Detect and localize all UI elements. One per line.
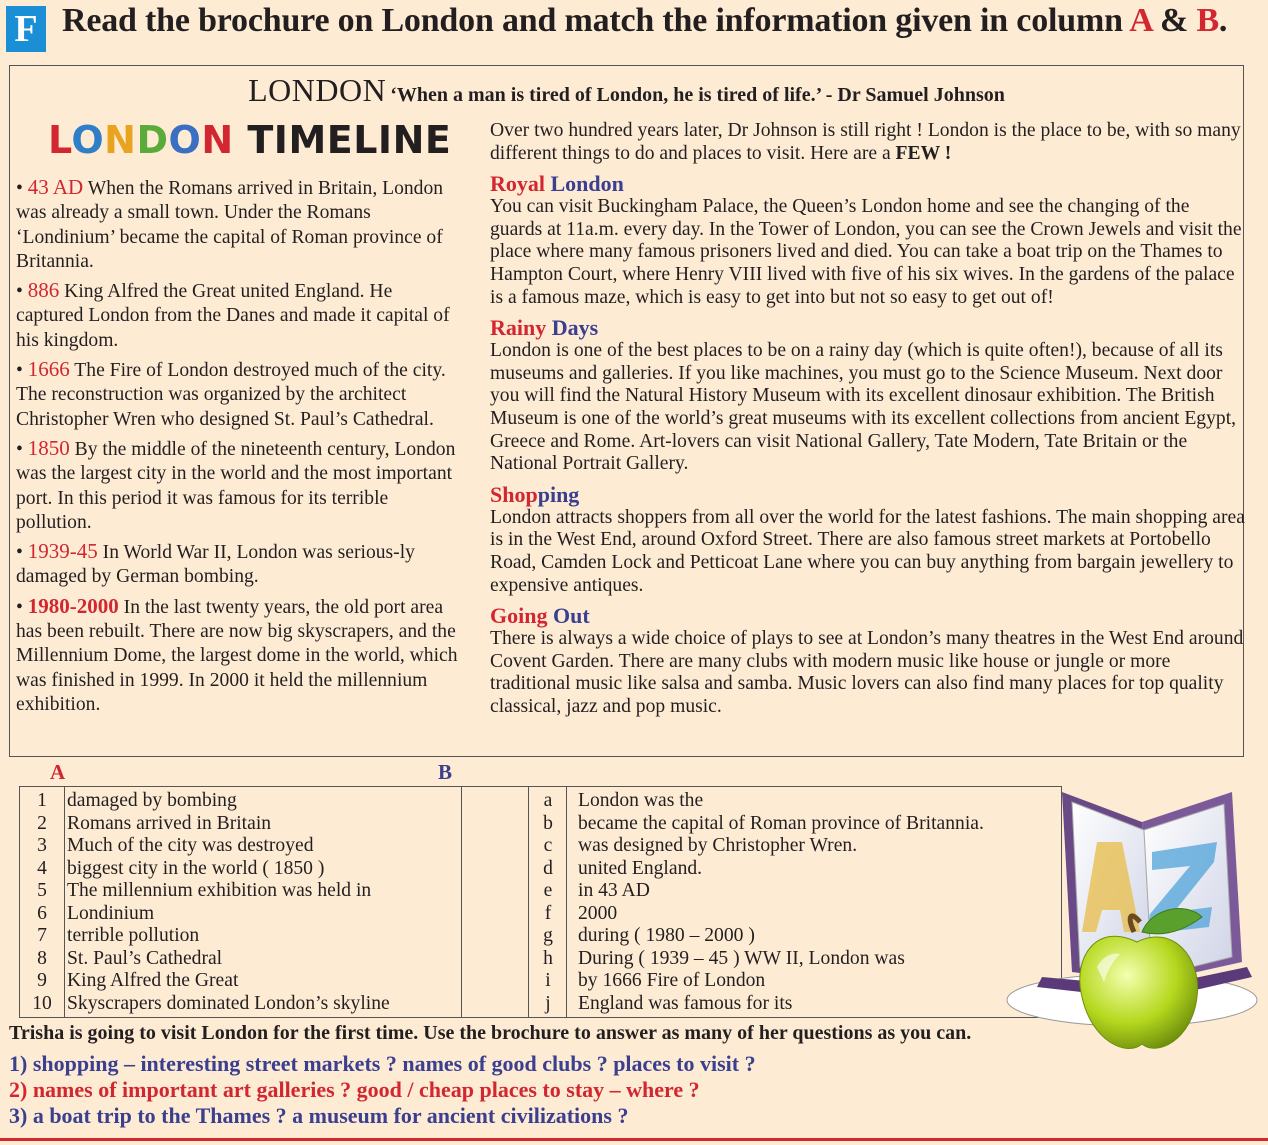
- timeline-entry: • 1939-45 In World War II, London was serious-ly damaged by German bombing.: [16, 539, 415, 588]
- row-number: 1: [37, 790, 47, 811]
- timeline-year: 886: [27, 278, 60, 303]
- timeline-text: The Fire of London destroyed much of the city. The reconstruction was organized by the architect Christopher Wren who designed St. Paul’s Cathedral.: [16, 360, 446, 430]
- timeline-year: 1980-2000: [27, 593, 119, 618]
- row-letter: c: [543, 835, 553, 856]
- table-divider: [64, 787, 65, 1017]
- timeline-year: 1939-45: [27, 539, 98, 564]
- row-letter: f: [544, 902, 552, 924]
- timeline-entry: • 1850 By the middle of the nineteenth century, London was the largest city in the world and the most important port. In this period it was famous for its terrible pollution.: [16, 435, 456, 533]
- title-col-a: A: [1129, 2, 1152, 39]
- title-col-b: B: [1196, 2, 1219, 39]
- bottom-rule: [0, 1138, 1268, 1141]
- timeline-title: [48, 118, 451, 162]
- row-number: 10: [32, 992, 52, 1014]
- section-title-blue: Out: [547, 603, 590, 629]
- timeline-letter: N: [104, 118, 137, 162]
- section-title-red: Rainy: [490, 315, 547, 341]
- column-a-text: King Alfred the Great: [67, 970, 239, 991]
- timeline-letter: D: [136, 118, 169, 162]
- column-a-text: The millennium exhibition was held in: [67, 880, 372, 901]
- timeline-year: 1666: [27, 357, 70, 382]
- column-a-text: Romans arrived in Britain: [67, 812, 272, 834]
- row-letter: g: [543, 925, 553, 946]
- row-number: 7: [37, 925, 47, 946]
- timeline-letter: N: [201, 118, 234, 162]
- timeline-letter: L: [48, 118, 72, 162]
- column-a-text: Skyscrapers dominated London’s skyline: [67, 992, 390, 1014]
- attractions-column: [490, 120, 1246, 718]
- brochure-title: LONDON: [248, 72, 387, 108]
- column-b-text: was designed by Christopher Wren.: [578, 835, 858, 856]
- column-b-text: During ( 1939 – 45 ) WW II, London was: [578, 947, 905, 969]
- exercise-header: [0, 0, 1268, 60]
- column-a-text: biggest city in the world ( 1850 ): [67, 857, 325, 879]
- timeline-year: 43 AD: [27, 175, 84, 199]
- column-b-text: England was famous for its: [578, 992, 793, 1014]
- column-b-text: 2000: [578, 902, 618, 924]
- column-b-label: B: [438, 760, 453, 784]
- section-title-blue: Days: [546, 315, 599, 341]
- section-title-red: Royal: [490, 171, 545, 197]
- timeline-text: When the Romans arrived in Britain, London was already a small town. Under the Romans ‘Londinium’ became the capital of Roman province of Britannia.: [16, 178, 444, 272]
- column-b-text: united England.: [578, 857, 703, 879]
- section-title-red: Shop: [490, 481, 538, 507]
- timeline-letter: O: [168, 118, 202, 162]
- timeline-text: King Alfred the Great united England. He captured London from the Danes and made it capital of his kingdom.: [16, 281, 450, 351]
- section-text-royal-london: You can visit Buckingham Palace, the Queen’s London home and see the changing of the guards at 11a.m. every day. In the Tower of London, you can see the Crown Jewels and visit the place where many famous prisoners lived and died. You can take a boat trip on the Thames to Hampton Court, where Henry VIII lived with five of his six wives. In the gardens of the palace is a famous maze, which is easy to get into but not so easy to get out of!: [490, 196, 1242, 308]
- exercise-title: [62, 2, 1227, 40]
- timeline-text: In the last twenty years, the old port area has been rebuilt. There are now big skyscrapers, and the Millennium Dome, the largest dome in the world, which was finished in 1999. In 2000 it held the millennium exhibition.: [16, 596, 458, 715]
- column-a-text: Much of the city was destroyed: [67, 835, 314, 856]
- section-text-going-out: There is always a wide choice of plays to see at London’s many theatres in the West End around Covent Garden. There are many clubs with modern music like house or jungle or more traditional music like salsa and samba. Music lovers can also find many places for top quality classical, jazz and pop music.: [490, 628, 1244, 717]
- row-letter: h: [543, 947, 553, 969]
- section-text-rainy-days: London is one of the best places to be on a rainy day (which is quite often!), because of all its museums and galleries. If you like machines, you must go to the Science Museum. Next door you will find the Natural History Museum with its excellent dinosaur exhibition. The British Museum is one of the world’s great museums with its excellent collections from ancient Egypt, Greece and Rome. Art-lovers can visit National Gallery, Tate Modern, Tate Britain or the National Portrait Gallery.: [490, 340, 1237, 475]
- question-2: 2) names of important art galleries ? good / cheap places to stay – where ?: [9, 1077, 700, 1102]
- row-number: 9: [37, 970, 47, 991]
- row-number: 2: [37, 812, 47, 834]
- brochure-heading: [10, 72, 1243, 109]
- column-a-text: St. Paul’s Cathedral: [67, 947, 223, 969]
- row-letter: i: [545, 970, 551, 991]
- title-text: Read the brochure on London and match the information given in column: [62, 2, 1130, 39]
- brochure-box: [9, 65, 1244, 757]
- row-number: 3: [37, 835, 47, 856]
- title-period: .: [1218, 2, 1228, 39]
- question-3: 3) a boat trip to the Thames ? a museum for ancient civilizations ?: [9, 1103, 629, 1128]
- exercise-badge: F: [6, 6, 46, 52]
- section-text-shopping: London attracts shoppers from all over the world for the latest fashions. The main shopping area is in the West End, around Oxford Street. There are also famous street markets at Portobello Road, Camden Lock and Petticoat Lane where you can buy anything from bargain jewellery to expensive antiques.: [490, 506, 1245, 596]
- row-letter: d: [543, 857, 553, 879]
- task-instruction: Trisha is going to visit London for the first time. Use the brochure to answer as many of her questions as you can.: [9, 1022, 972, 1044]
- column-b-text: became the capital of Roman province of Britannia.: [578, 812, 984, 834]
- column-b-text: by 1666 Fire of London: [578, 970, 766, 991]
- column-a-text: terrible pollution: [67, 925, 200, 946]
- timeline-entry: • 886 King Alfred the Great united England. He captured London from the Danes and made it capital of his kingdom.: [16, 278, 450, 351]
- title-amp: &: [1151, 2, 1197, 39]
- timeline-entry: • 1980-2000 In the last twenty years, the old port area has been rebuilt. There are now big skyscrapers, and the Millennium Dome, the largest dome in the world, which was finished in 1999. In 2000 it held the millennium exhibition.: [16, 593, 458, 715]
- column-b-text: London was the: [578, 790, 704, 811]
- row-letter: e: [543, 880, 553, 901]
- johnson-quote: ‘When a man is tired of London, he is tired of life.’ - Dr Samuel Johnson: [390, 84, 1005, 106]
- timeline-text: In World War II, London was serious-ly damaged by German bombing.: [16, 542, 415, 588]
- timeline-column: [16, 175, 462, 721]
- section-title-going-out: [490, 603, 1246, 628]
- section-title-blue: ping: [537, 481, 580, 507]
- intro-text: Over two hundred years later, Dr Johnson is still right ! London is the place to be, with so many different things to do and places to visit. Here are a: [490, 120, 1241, 164]
- table-divider: [528, 787, 529, 1017]
- row-letter: j: [545, 992, 551, 1014]
- timeline-year: 1850: [27, 435, 70, 460]
- timeline-title-rest: TIMELINE: [233, 118, 452, 162]
- apple-body: [1080, 936, 1198, 1048]
- timeline-entry: • 43 AD When the Romans arrived in Britain, London was already a small town. Under the Romans ‘Londinium’ became the capital of Roman province of Britannia.: [16, 175, 444, 272]
- row-number: 4: [37, 857, 47, 879]
- column-b-text: during ( 1980 – 2000 ): [578, 925, 755, 946]
- table-divider: [566, 787, 567, 1017]
- column-b-text: in 43 AD: [578, 880, 650, 901]
- row-number: 8: [37, 947, 47, 969]
- column-a-text: damaged by bombing: [67, 790, 237, 811]
- column-a-label: A: [50, 760, 66, 784]
- intro-paragraph: [490, 120, 1246, 165]
- row-number: 6: [37, 902, 47, 924]
- table-divider: [461, 787, 462, 1017]
- timeline-letter: O: [71, 118, 105, 162]
- book-apple-illustration: [1002, 782, 1268, 1082]
- column-a-text: Londinium: [67, 902, 155, 924]
- timeline-entry: • 1666 The Fire of London destroyed much of the city. The reconstruction was organized by the architect Christopher Wren who designed St. Paul’s Cathedral.: [16, 357, 446, 430]
- row-letter: b: [543, 812, 553, 834]
- question-1: 1) shopping – interesting street markets ? names of good clubs ? places to visit ?: [9, 1051, 756, 1076]
- row-letter: a: [543, 790, 553, 811]
- timeline-text: By the middle of the nineteenth century, London was the largest city in the world and the most important port. In this period it was famous for its terrible pollution.: [16, 438, 456, 533]
- section-title-blue: London: [545, 171, 624, 197]
- section-title-royal-london: [490, 171, 1246, 196]
- section-title-red: Going: [490, 603, 548, 629]
- row-number: 5: [37, 880, 47, 901]
- section-title-rainy-days: [490, 315, 1246, 340]
- section-title-shopping: [490, 482, 1246, 507]
- intro-bold: FEW !: [895, 142, 952, 164]
- matching-table: [19, 786, 1062, 1018]
